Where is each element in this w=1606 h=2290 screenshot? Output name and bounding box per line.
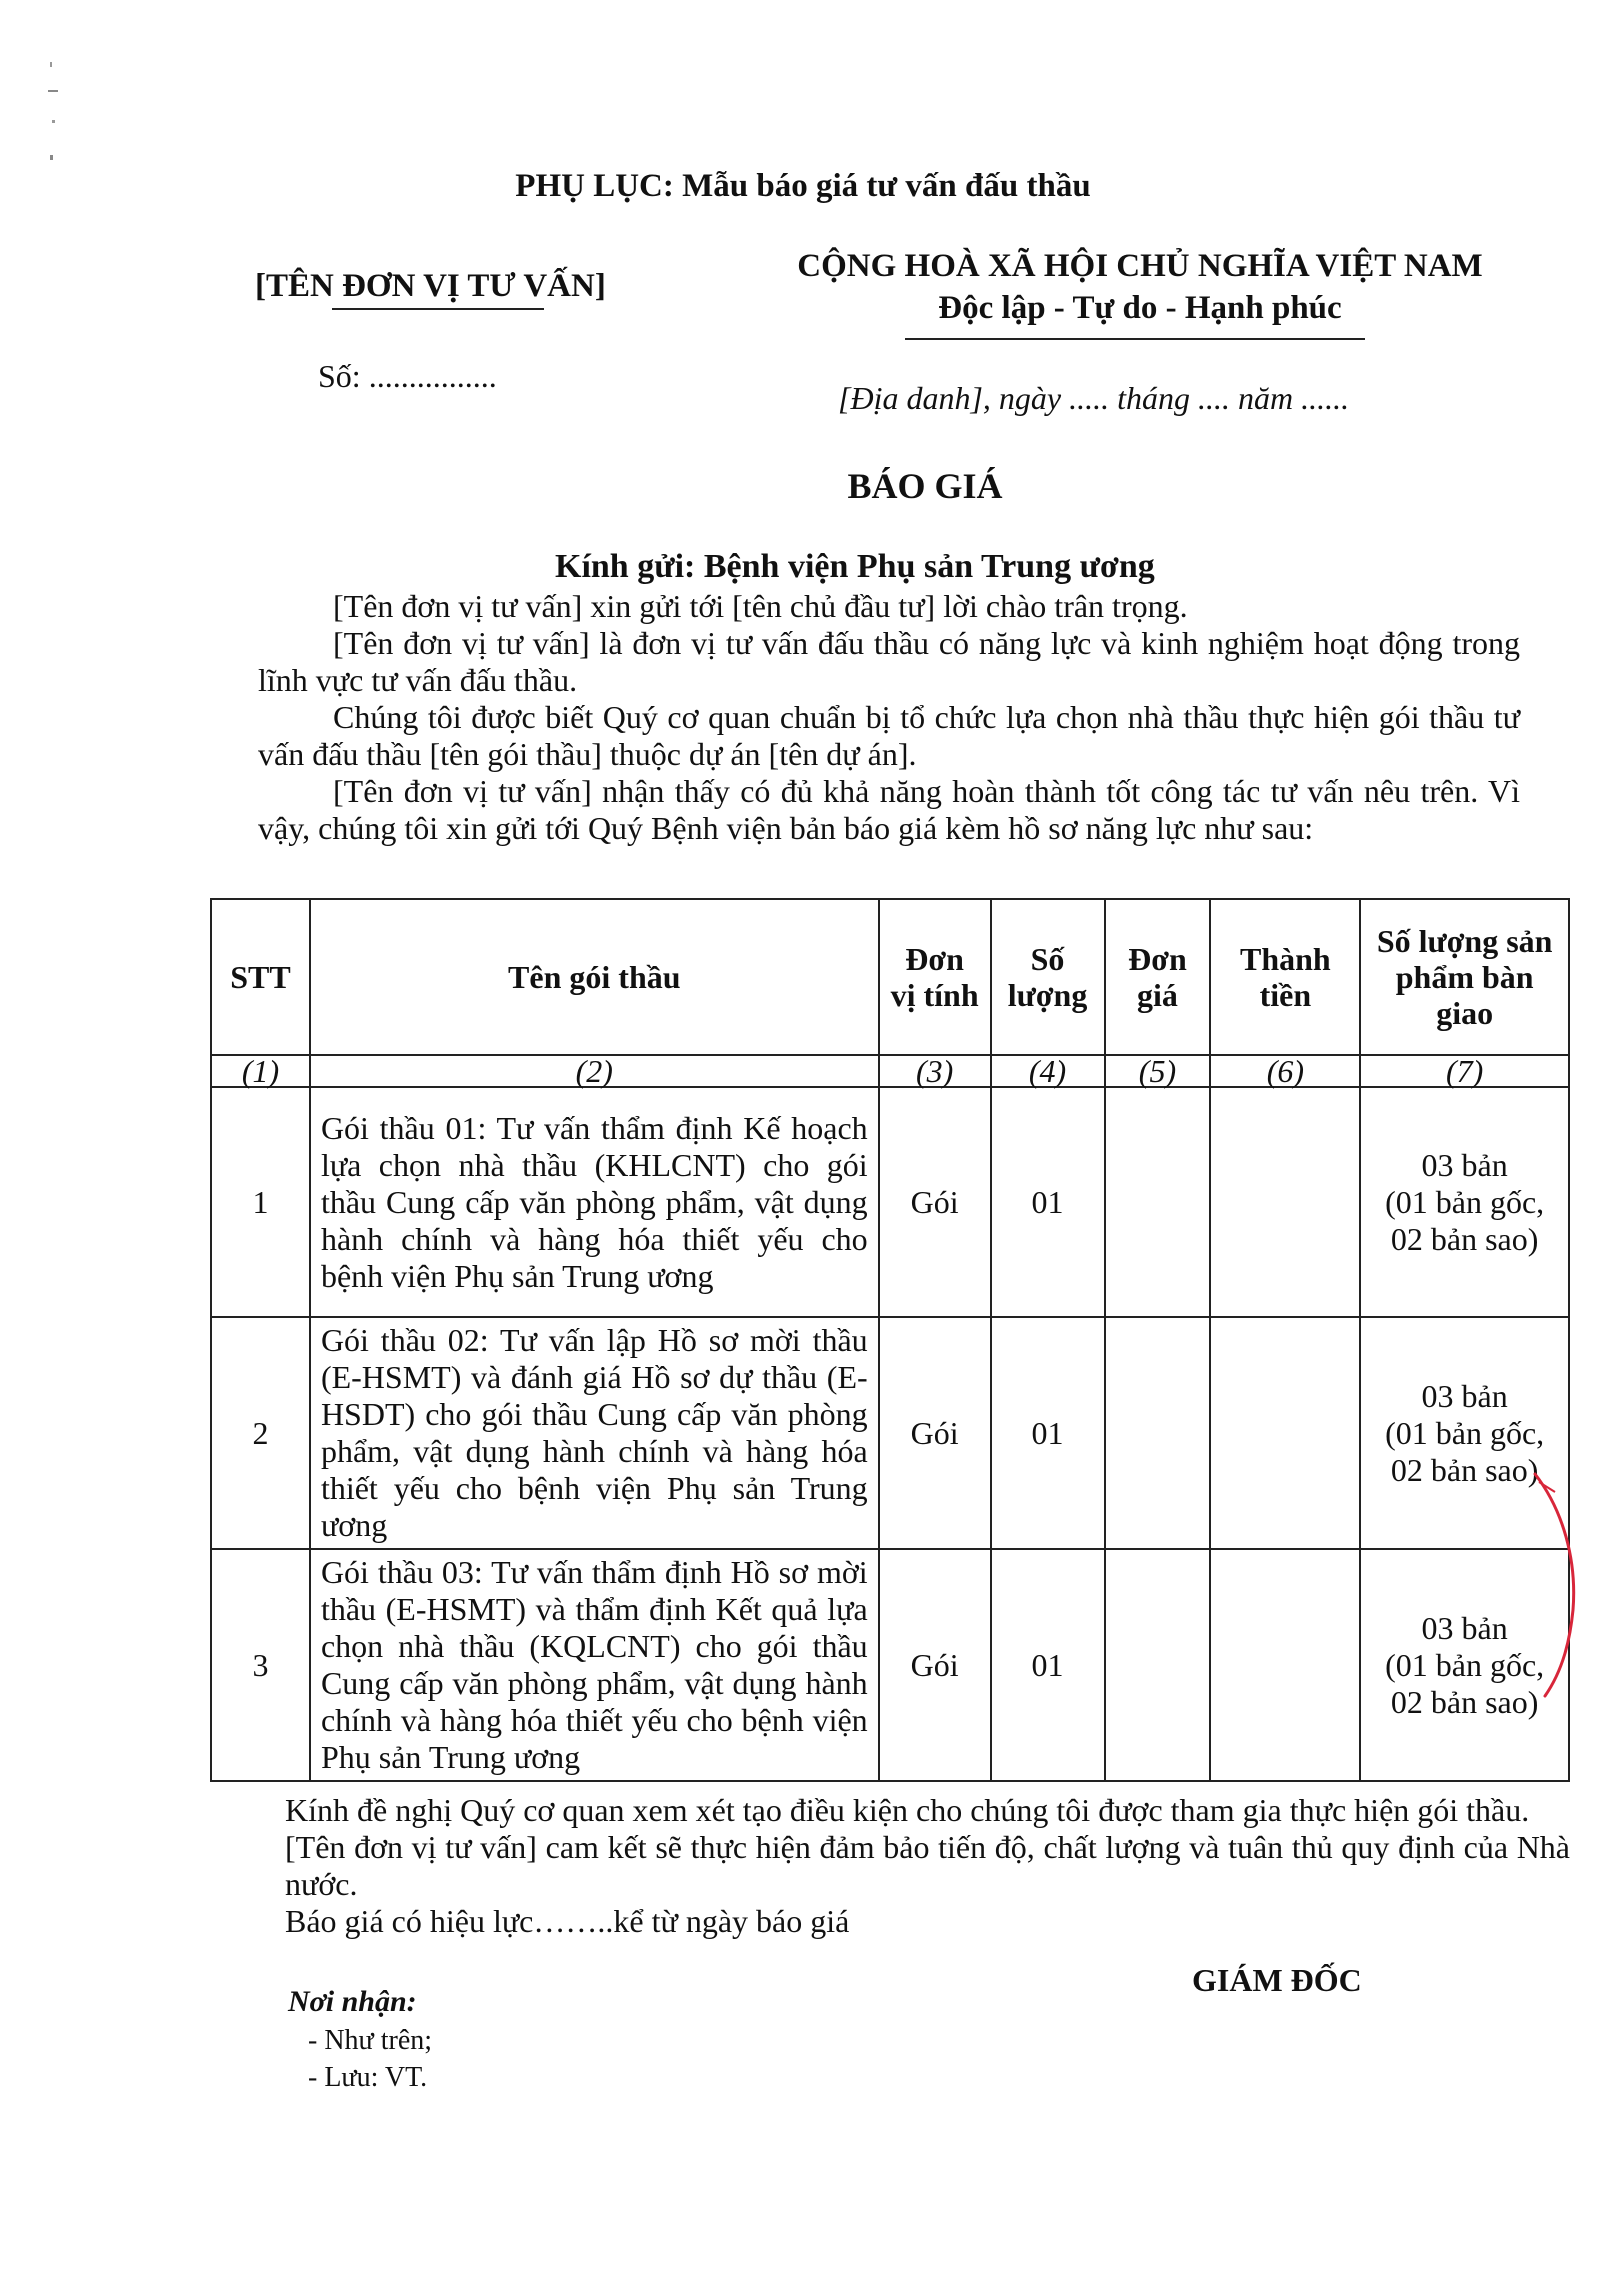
table-index-row [211,1055,1569,1087]
document-number: Số: ................ [318,358,497,394]
index-cell: (5) [1105,1055,1211,1087]
index-cell: (2) [310,1055,879,1087]
row-quantity: 01 [991,1549,1105,1781]
intro-body [258,588,1520,847]
binding-hole-marks [44,60,64,170]
red-pen-mark [1515,1470,1585,1700]
col-header-deliverables: Số lượng sản phẩm bàn giao [1360,899,1569,1055]
closing-paragraph: Báo giá có hiệu lực……..kể từ ngày báo giá [285,1903,850,1939]
row-unit-price [1105,1317,1211,1549]
deliverable-count: 03 bản [1421,1146,1508,1183]
table-header-row [211,899,1569,1055]
row-deliverables [1360,1087,1569,1317]
row-unit: Gói [879,1317,991,1549]
index-cell: (3) [879,1055,991,1087]
deliverable-count: 03 bản [1421,1377,1508,1414]
row-unit-price [1105,1549,1211,1781]
recipient-item: - Như trên; [308,2025,433,2056]
row-stt: 3 [211,1549,310,1781]
closing-body [285,1792,1570,1940]
closing-paragraph: [Tên đơn vị tư vấn] cam kết sẽ thực hiện đảm bảo tiến độ, chất lượng và tuân thủ quy định của Nhà nước. [285,1829,1570,1902]
intro-paragraph: [Tên đơn vị tư vấn] là đơn vị tư vấn đấu thầu có năng lực và kinh nghiệm hoạt động trong lĩnh vực tư vấn đấu thầu. [258,625,1520,698]
deliverable-originals: (01 bản gốc, [1385,1414,1545,1451]
intro-paragraph: [Tên đơn vị tư vấn] nhận thấy có đủ khả năng hoàn thành tốt công tác tư vấn nêu trên. Vì vậy, chúng tôi xin gửi tới Quý Bệnh viện bản báo giá kèm hồ sơ năng lực như sau: [258,773,1520,846]
signature-title: GIÁM ĐỐC [1192,1962,1362,1998]
table-row [211,1317,1569,1549]
deliverable-originals: (01 bản gốc, [1385,1646,1545,1683]
col-header-quantity: Số lượng [991,899,1105,1055]
col-header-unit: Đơn vị tính [879,899,991,1055]
row-package-name: Gói thầu 03: Tư vấn thẩm định Hồ sơ mời thầu (E-HSMT) và thẩm định Kết quả lựa chọn nhà thầu (KQLCNT) cho gói thầu Cung cấp văn phòng phẩm, vật dụng hành chính và hàng hóa thiết yếu cho bệnh viện Phụ sản Trung ương [310,1549,879,1781]
index-cell: (1) [211,1055,310,1087]
document-title: BÁO GIÁ [847,466,1003,506]
row-amount [1210,1549,1360,1781]
row-unit: Gói [879,1549,991,1781]
intro-paragraph: Chúng tôi được biết Quý cơ quan chuẩn bị tổ chức lựa chọn nhà thầu thực hiện gói thầu tư vấn đấu thầu [tên gói thầu] thuộc dự án [tên dự án]. [258,699,1520,772]
col-header-stt: STT [211,899,310,1055]
row-package-name: Gói thầu 01: Tư vấn thẩm định Kế hoạch lựa chọn nhà thầu (KHLCNT) cho gói thầu Cung cấp văn phòng phẩm, vật dụng hành chính và hàng hóa thiết yếu cho bệnh viện Phụ sản Trung ương [310,1087,879,1317]
row-quantity: 01 [991,1317,1105,1549]
col-header-unit-price: Đơn giá [1105,899,1211,1055]
index-cell: (7) [1360,1055,1569,1087]
national-title: CỘNG HOÀ XÃ HỘI CHỦ NGHĨA VIỆT NAM [797,248,1483,284]
row-amount [1210,1317,1360,1549]
motto-underline [905,338,1365,340]
recipient-item: - Lưu: VT. [308,2062,428,2093]
closing-paragraph: Kính đề nghị Quý cơ quan xem xét tạo điều kiện cho chúng tôi được tham gia thực hiện gói thầu. [285,1792,1530,1828]
row-unit: Gói [879,1087,991,1317]
col-header-package-name: Tên gói thầu [310,899,879,1055]
recipient-line: Kính gửi: Bệnh viện Phụ sản Trung ương [555,548,1155,585]
deliverable-count: 03 bản [1421,1609,1508,1646]
row-unit-price [1105,1087,1211,1317]
deliverable-copies: 02 bản sao) [1390,1220,1539,1257]
recipients-label: Nơi nhận: [288,1985,417,2018]
table-row [211,1087,1569,1317]
table-row [211,1549,1569,1781]
index-cell: (4) [991,1055,1105,1087]
appendix-title: PHỤ LỤC: Mẫu báo giá tư vấn đấu thầu [515,168,1091,204]
row-stt: 2 [211,1317,310,1549]
row-stt: 1 [211,1087,310,1317]
row-package-name: Gói thầu 02: Tư vấn lập Hồ sơ mời thầu (E-HSMT) và đánh giá Hồ sơ dự thầu (E-HSDT) cho gói thầu Cung cấp văn phòng phẩm, vật dụng hành chính và hàng hóa thiết yếu cho bệnh viện Phụ sản Trung ương [310,1317,879,1549]
index-cell: (6) [1210,1055,1360,1087]
org-name-underline [332,308,544,310]
row-amount [1210,1087,1360,1317]
quotation-table [210,898,1570,1782]
intro-paragraph: [Tên đơn vị tư vấn] xin gửi tới [tên chủ đầu tư] lời chào trân trọng. [333,588,1188,624]
place-date-line: [Địa danh], ngày ..... tháng .... năm ...... [838,380,1350,416]
row-quantity: 01 [991,1087,1105,1317]
consulting-unit-name: [TÊN ĐƠN VỊ TƯ VẤN] [255,268,606,304]
national-motto: Độc lập - Tự do - Hạnh phúc [938,290,1342,326]
deliverable-copies: 02 bản sao) [1390,1451,1539,1488]
deliverable-copies: 02 bản sao) [1390,1683,1539,1720]
col-header-amount: Thành tiền [1210,899,1360,1055]
deliverable-originals: (01 bản gốc, [1385,1183,1545,1220]
